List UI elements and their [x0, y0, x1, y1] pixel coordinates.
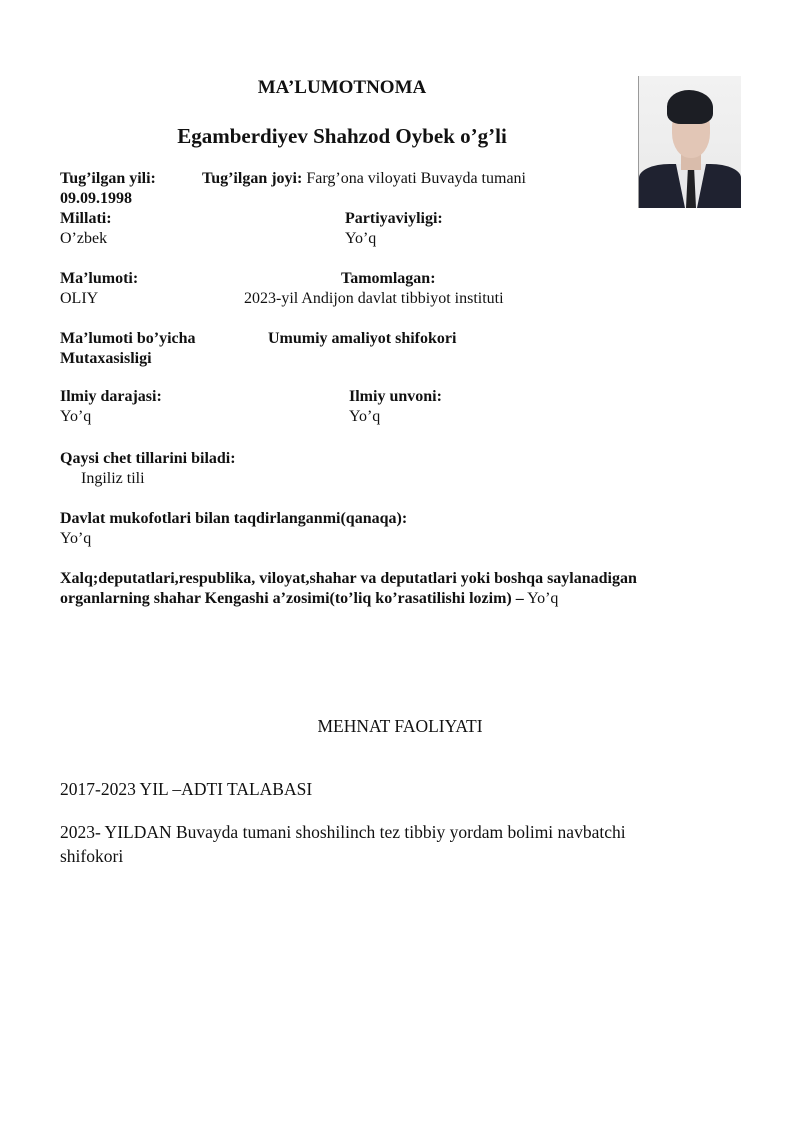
full-name: Egamberdiyev Shahzod Oybek o’g’li [177, 124, 507, 148]
nationality-label: Millati: [60, 210, 112, 227]
specialty-label-line1: Ma’lumoti bo’yicha [60, 330, 196, 347]
deputy-line2 [60, 589, 558, 609]
academic-degree-label: Ilmiy darajasi: [60, 388, 162, 405]
languages-label: Qaysi chet tillarini biladi: [60, 450, 236, 467]
work-history-heading: MEHNAT FAOLIYATI [317, 716, 483, 736]
work-entry-2-line2: shifokori [60, 846, 124, 866]
languages-value: Ingiliz tili [81, 470, 145, 487]
birth-place-value: Farg’ona viloyati Buvayda tumani [306, 170, 526, 187]
birth-place-label: Tug’ilgan joyi: [202, 170, 303, 187]
birth-year-value: 09.09.1998 [60, 190, 132, 207]
state-awards-label: Davlat mukofotlari bilan taqdirlanganmi(qanaqa): [60, 510, 408, 527]
state-awards-value: Yo’q [60, 530, 92, 547]
deputy-value: Yo’q [523, 590, 559, 607]
nationality-value: O’zbek [60, 230, 108, 247]
deputy-label-line2: organlarning shahar Kengashi a’zosimi(to’liq ko’rasatilishi lozim) – [60, 590, 524, 607]
document-title: MA’LUMOTNOMA [257, 77, 427, 98]
education-value: OLIY [60, 290, 99, 307]
birth-year-label: Tug’ilgan yili: [60, 170, 156, 187]
graduated-value: 2023-yil Andijon davlat tibbiyot instituti [244, 290, 504, 307]
work-entry-1: 2017-2023 YIL –ADTI TALABASI [60, 779, 313, 799]
deputy-label-line1: Xalq;deputatlari,respublika, viloyat,shahar va deputatlari yoki boshqa saylanadigan [60, 570, 637, 587]
specialty-label-line2: Mutaxasisligi [60, 350, 152, 367]
graduated-label: Tamomlagan: [341, 270, 436, 287]
birth-place [202, 169, 526, 189]
specialty-value: Umumiy amaliyot shifokori [268, 330, 457, 347]
academic-degree-value: Yo’q [60, 408, 92, 425]
party-label: Partiyaviyligi: [345, 210, 443, 227]
portrait-photo [638, 76, 741, 208]
party-value: Yo’q [345, 230, 377, 247]
work-entry-2-line1: 2023- YILDAN Buvayda tumani shoshilinch tez tibbiy yordam bolimi navbatchi [60, 822, 626, 842]
academic-title-value: Yo’q [349, 408, 381, 425]
education-label: Ma’lumoti: [60, 270, 139, 287]
academic-title-label: Ilmiy unvoni: [349, 388, 442, 405]
